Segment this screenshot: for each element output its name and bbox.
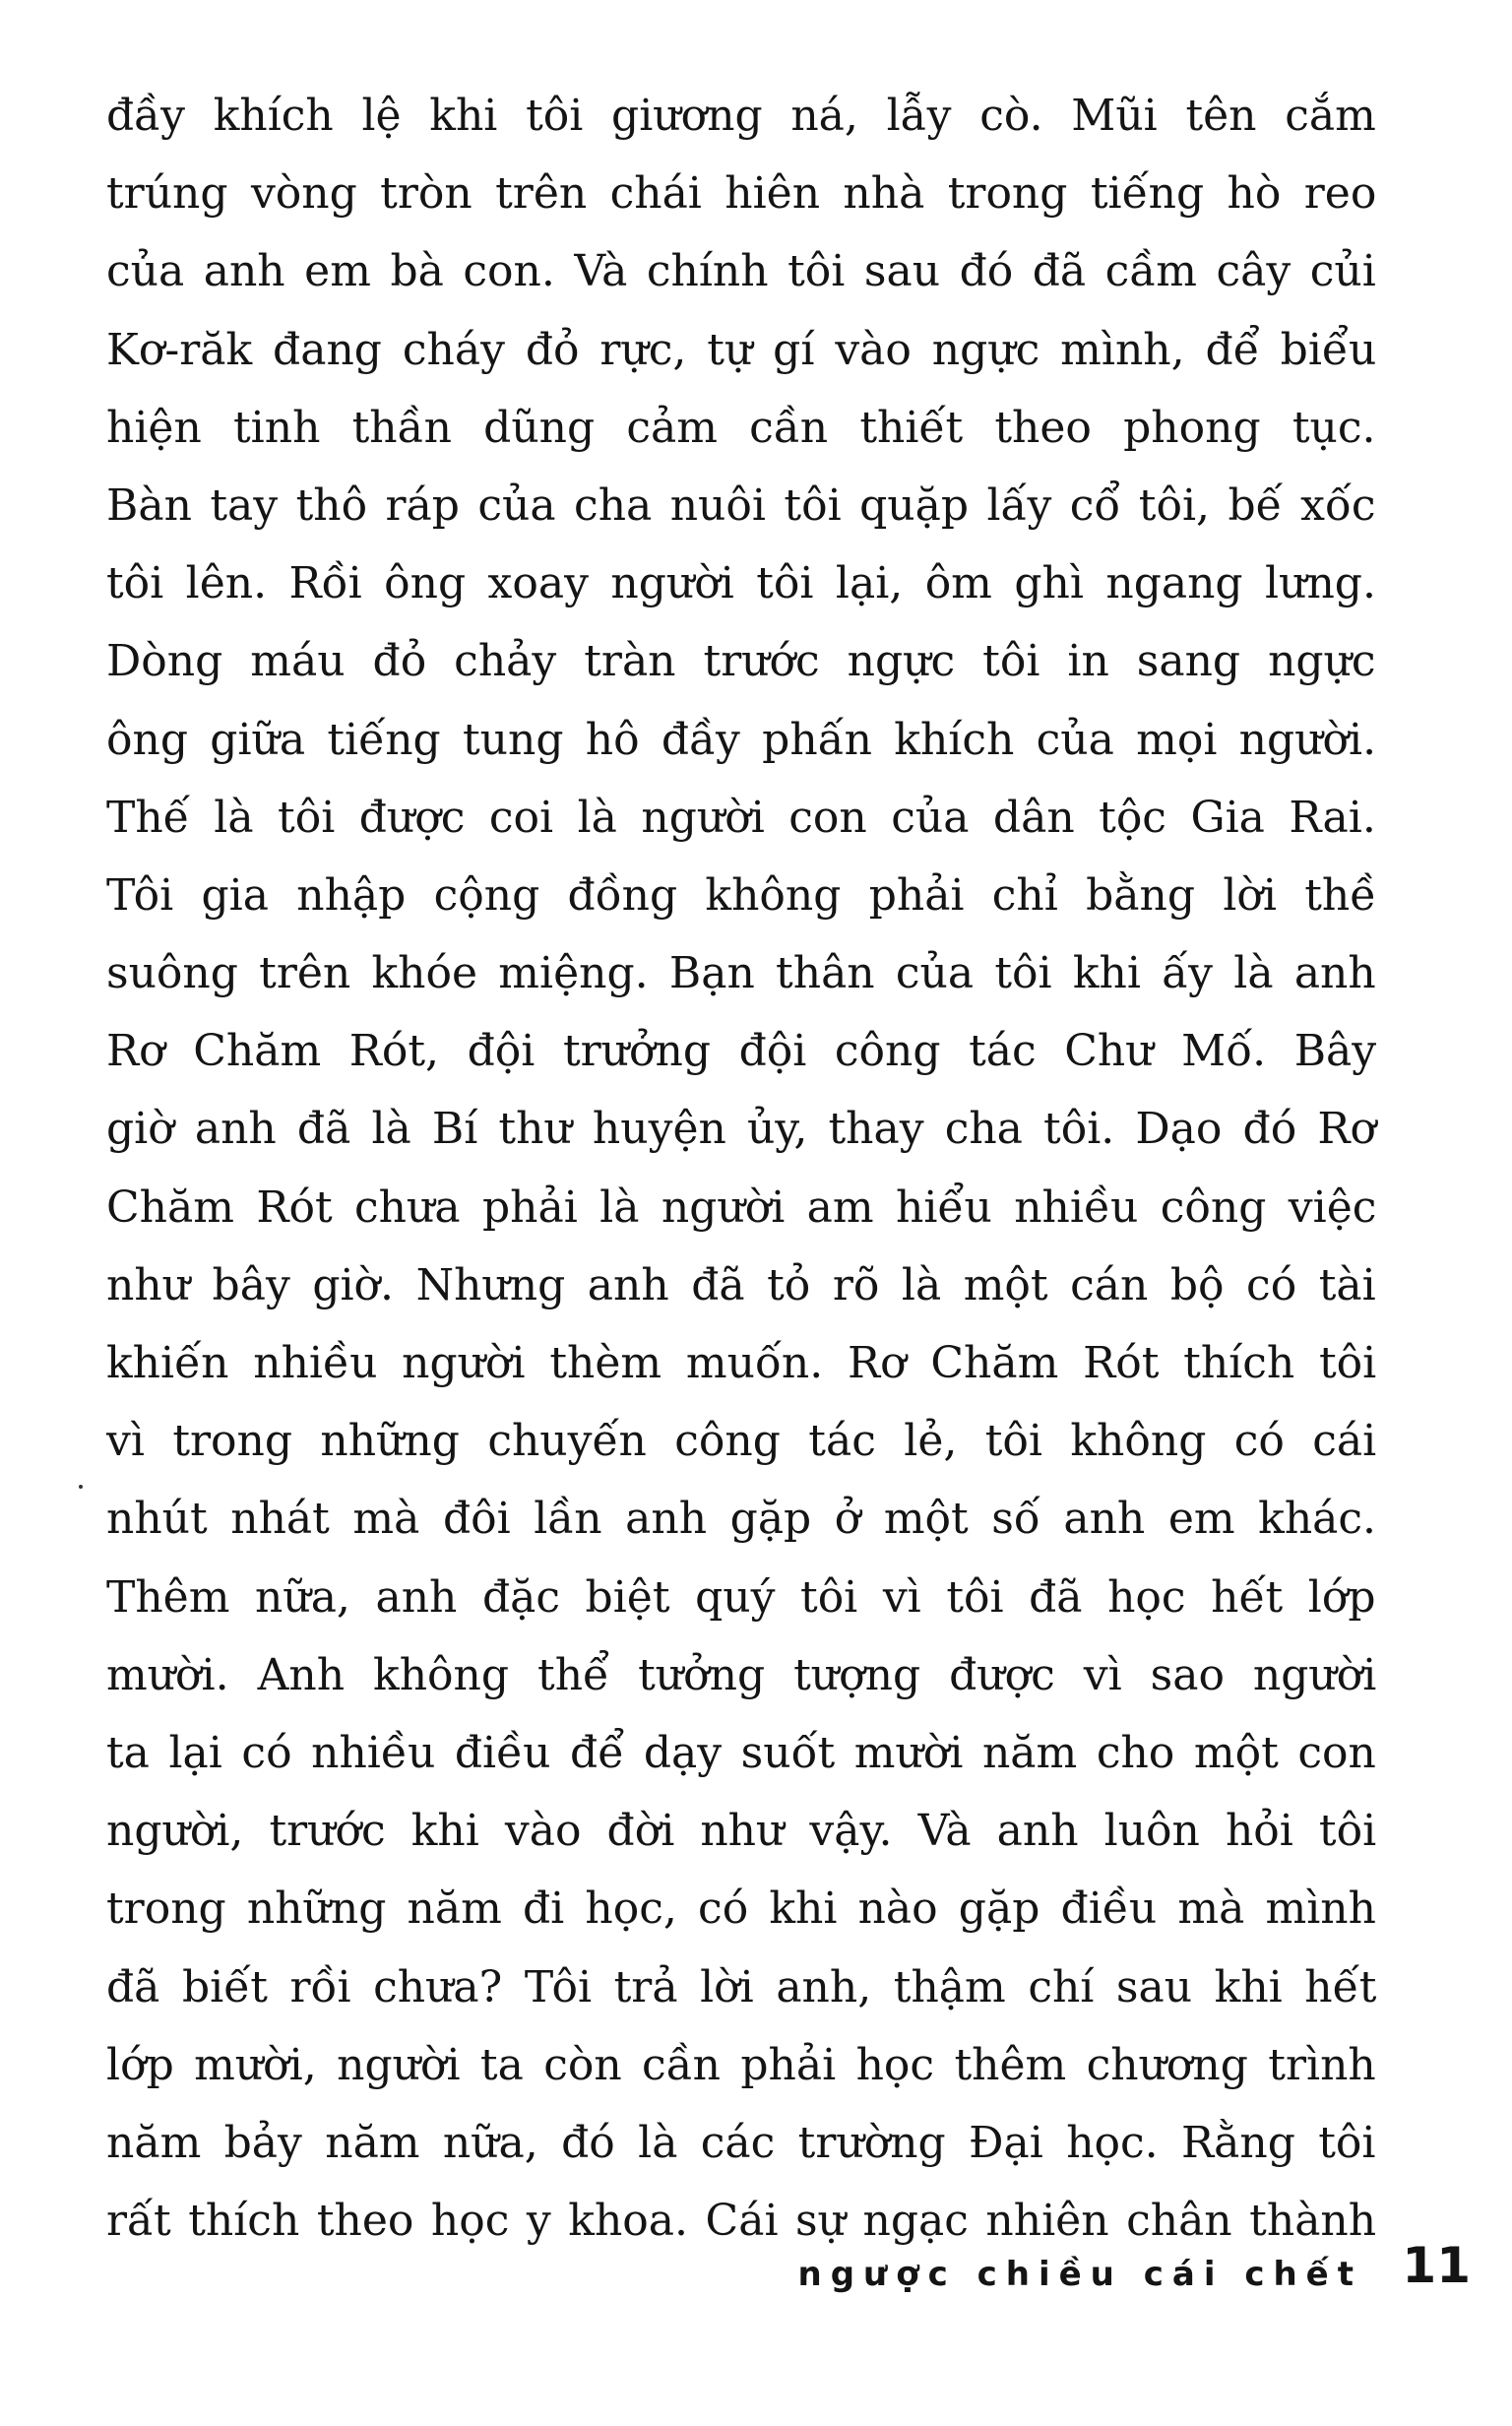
text-line: trong những năm đi học, có khi nào gặp điều mà mình [106,1883,1376,1935]
text-line: Dòng máu đỏ chảy tràn trước ngực tôi in sang ngực [106,636,1376,687]
text-line: hiện tinh thần dũng cảm cần thiết theo phong tục. [106,402,1376,453]
text-line: Bàn tay thô ráp của cha nuôi tôi quặp lấy cổ tôi, bế xốc [106,479,1376,531]
text-line: năm bảy năm nữa, đó là các trường Đại học. Rằng tôi [106,2117,1376,2168]
page-number: 11 [1402,2237,1471,2294]
text-line: tôi lên. Rồi ông xoay người tôi lại, ôm ghì ngang lưng. [106,558,1376,609]
text-line: người, trước khi vào đời như vậy. Và anh luôn hỏi tôi [106,1806,1377,1857]
text-line: như bây giờ. Nhưng anh đã tỏ rõ là một cán bộ có tài [106,1259,1376,1310]
text-line: nhút nhát mà đôi lần anh gặp ở một số anh em khác. [106,1494,1377,1545]
text-line: mười. Anh không thể tưởng tượng được vì sao người [106,1649,1377,1700]
text-line: ông giữa tiếng tung hô đầy phấn khích của mọi người. [106,714,1377,765]
text-line: Thêm nữa, anh đặc biệt quý tôi vì tôi đã học hết lớp [106,1571,1376,1623]
text-line: giờ anh đã là Bí thư huyện ủy, thay cha tôi. Dạo đó Rơ [106,1104,1376,1155]
text-line: vì trong những chuyến công tác lẻ, tôi không có cái [106,1416,1377,1467]
text-line: đầy khích lệ khi tôi giương ná, lẫy cò. Mũi tên cắm [106,91,1376,141]
text-line: suông trên khóe miệng. Bạn thân của tôi khi ấy là anh [106,948,1376,999]
text-line: khiến nhiều người thèm muốn. Rơ Chăm Rót thích tôi [106,1338,1377,1388]
body-text [106,77,1376,2260]
text-line: Rơ Chăm Rót, đội trưởng đội công tác Chư Mố. Bây [106,1026,1377,1077]
running-title: ngược chiều cái chết [797,2255,1362,2294]
page-footer [0,2233,1512,2322]
margin-speck [79,1485,83,1489]
text-line: Kơ-răk đang cháy đỏ rực, tự gí vào ngực mình, để biểu [106,324,1377,375]
text-line: đã biết rồi chưa? Tôi trả lời anh, thậm chí sau khi hết [106,1961,1377,2012]
text-line: ta lại có nhiều điều để dạy suốt mười năm cho một con [106,1727,1376,1778]
text-line: lớp mười, người ta còn cần phải học thêm chương trình [106,2039,1376,2090]
text-line: Chăm Rót chưa phải là người am hiểu nhiều công việc [106,1181,1377,1233]
text-line: trúng vòng tròn trên chái hiên nhà trong tiếng hò reo [106,168,1377,220]
text-line: rất thích theo học y khoa. Cái sự ngạc nhiên chân thành [106,2196,1377,2247]
text-line: của anh em bà con. Và chính tôi sau đó đã cầm cây củi [106,246,1376,297]
text-line: Tôi gia nhập cộng đồng không phải chỉ bằng lời thề [106,869,1377,921]
text-line: Thế là tôi được coi là người con của dân tộc Gia Rai. [106,792,1376,843]
